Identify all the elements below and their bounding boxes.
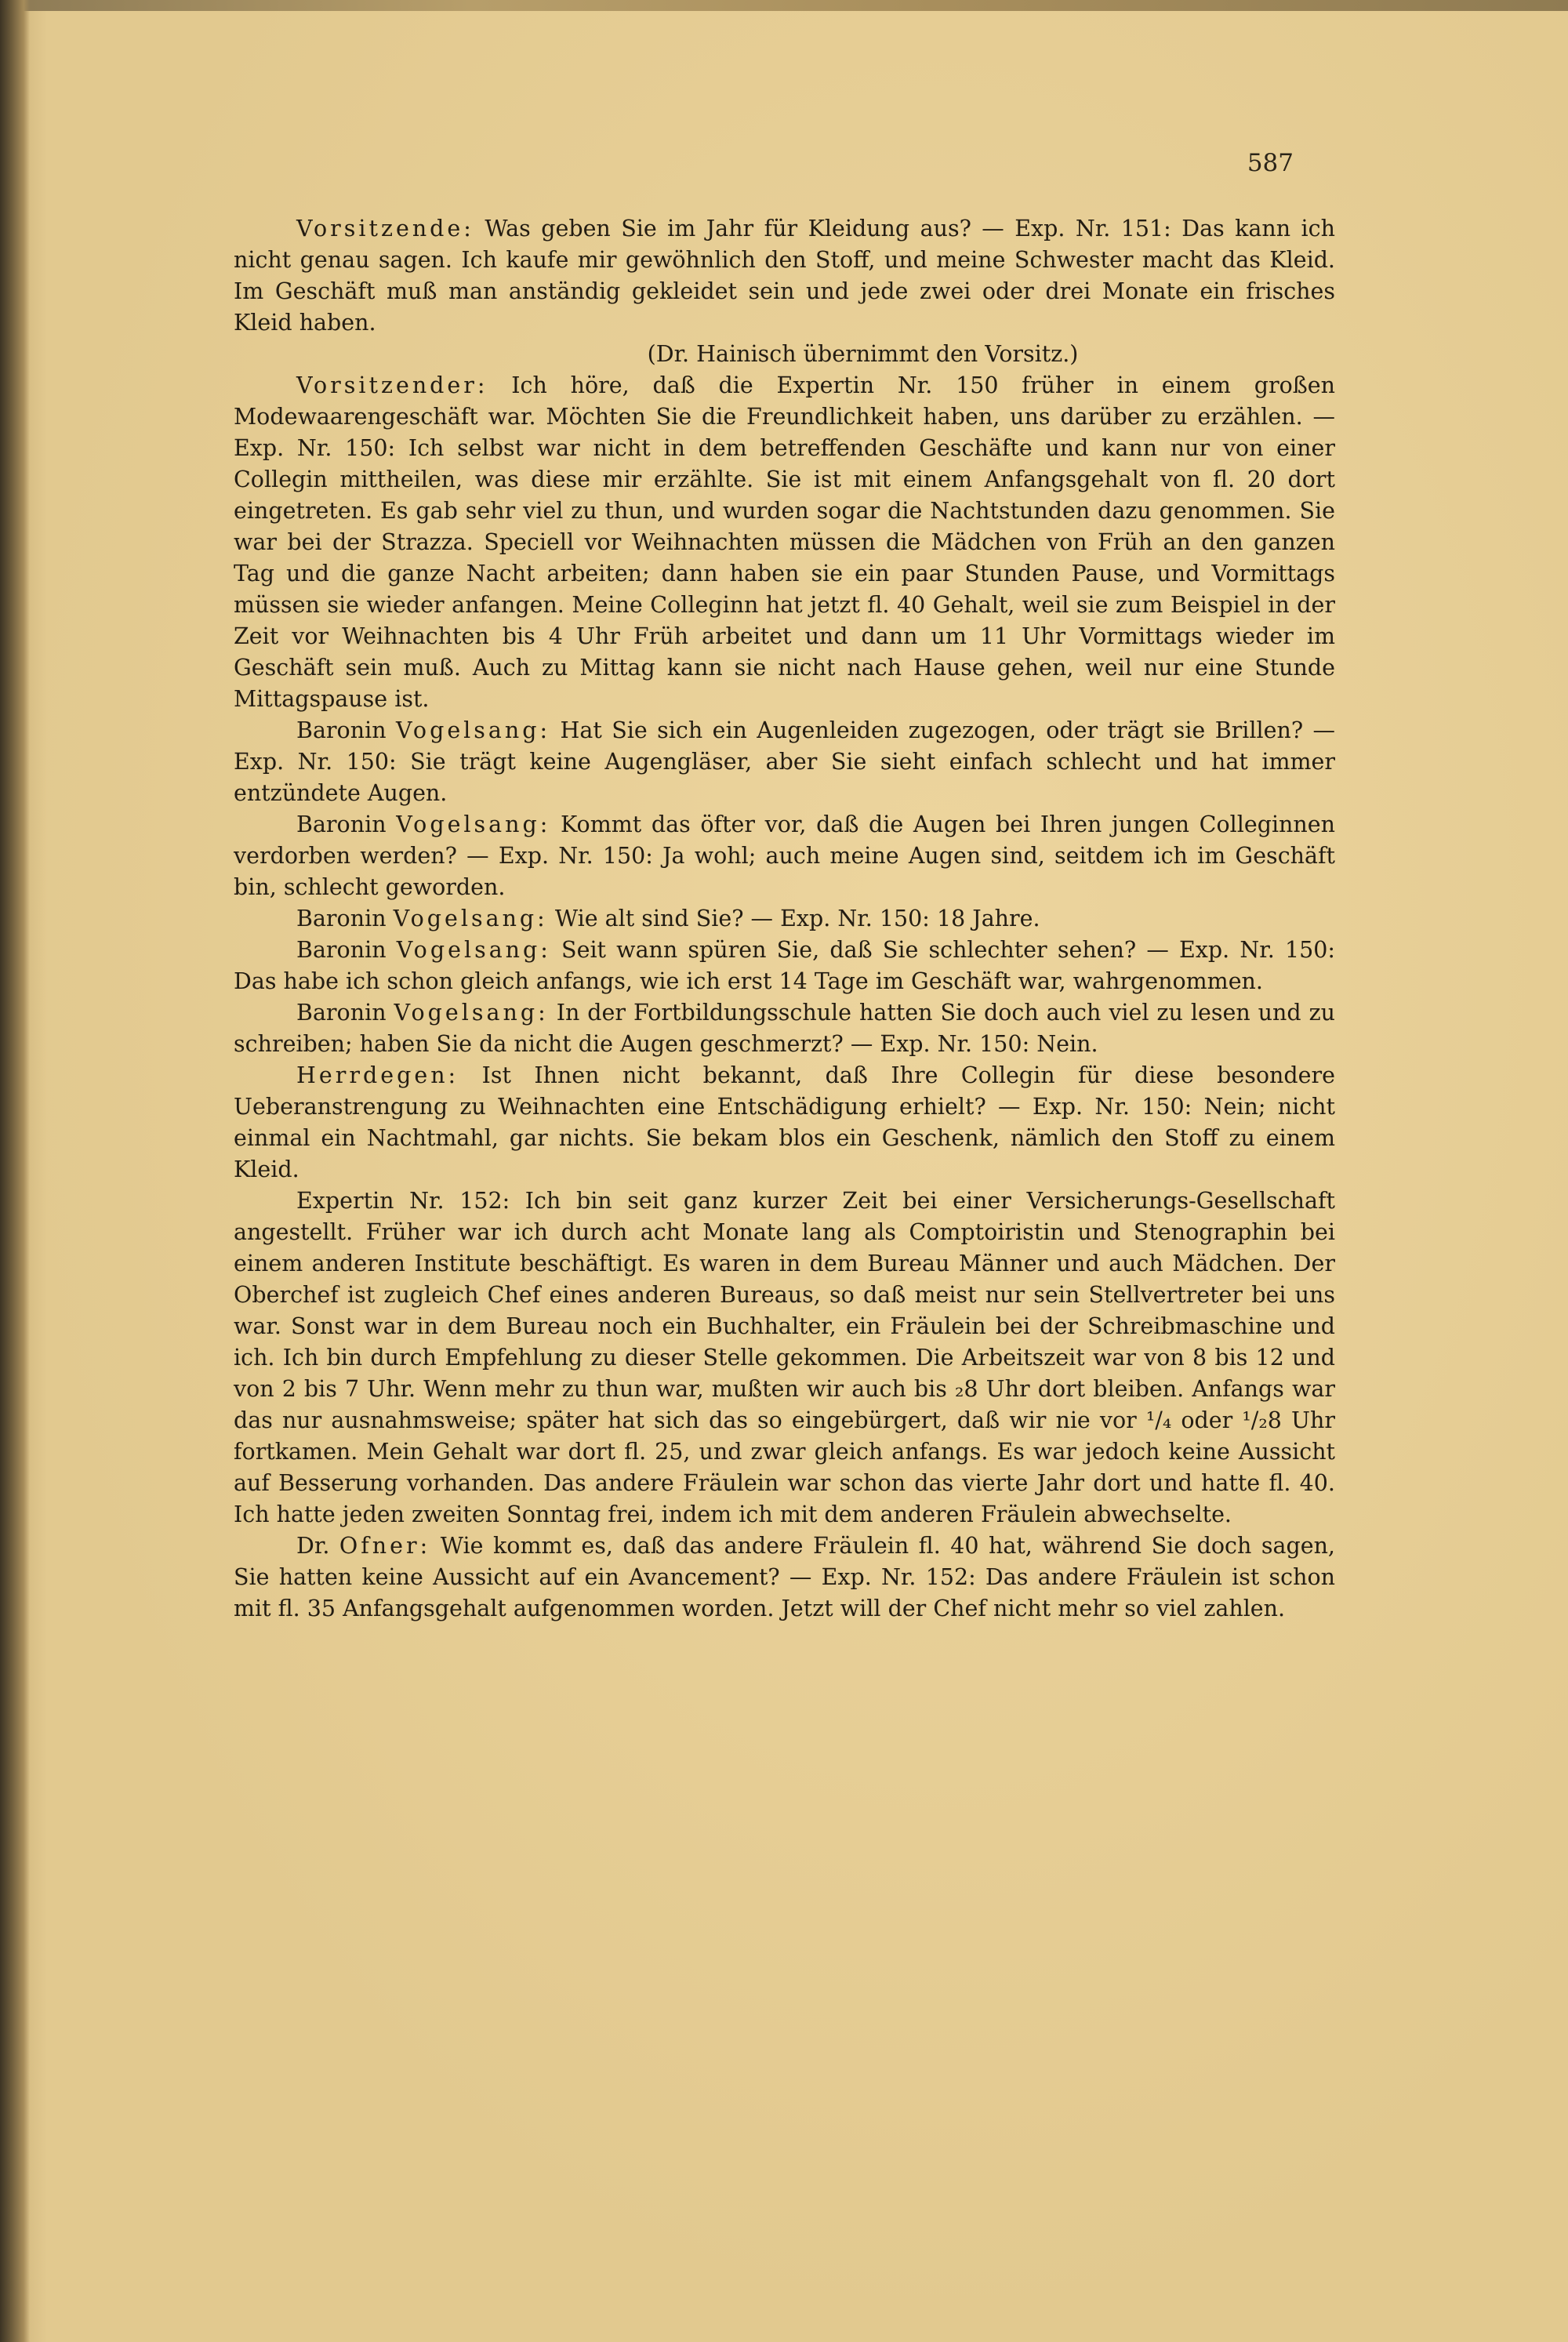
speaker-title: Dr. (296, 1533, 339, 1559)
speaker-title: Baronin (296, 717, 396, 743)
paragraph-text: Kommt das öfter vor, daß die Augen bei Ihren jungen Colleginnen verdorben werden? — Exp. Nr. 150: Ja wohl; auch meine Augen sind, seitdem ich im Geschäft bin, schlecht geworden. (234, 812, 1335, 900)
paragraph-vogelsang-2 (234, 809, 1335, 903)
speaker-title: Baronin (296, 812, 397, 837)
paragraph-text: Wie alt sind Sie? — Exp. Nr. 150: 18 Jahre. (547, 906, 1040, 931)
speaker-name: Vogelsang: (395, 717, 551, 743)
paragraph-text: Seit wann spüren Sie, daß Sie schlechter sehen? — Exp. Nr. 150: Das habe ich schon gleich anfangs, wie ich erst 14 Tage im Geschäft war, wahrgenommen. (234, 937, 1335, 994)
paragraph-herrdegen (234, 1060, 1335, 1186)
paragraph-text: Was geben Sie im Jahr für Kleidung aus? — Exp. Nr. 151: Das kann ich nicht genau sagen. Ich kaufe mir gewöhnlich den Stoff, und meine Schwester macht das Kleid. Im Geschäft muß man anständig gekleidet sein und jede zwei oder drei Monate ein frisches Kleid haben. (234, 216, 1335, 336)
speaker-name: Ofner: (339, 1533, 431, 1559)
speaker-name: Vogelsang: (394, 1000, 549, 1026)
page-binding-edge (0, 0, 30, 2342)
speaker-name: Vogelsang: (396, 937, 551, 963)
page-top-edge (0, 0, 1568, 11)
paragraph-vogelsang-5 (234, 997, 1335, 1060)
speaker-name: Vorsitzender: (296, 372, 488, 398)
speaker-title: Baronin (296, 1000, 394, 1026)
paragraph-text: Ich höre, daß die Expertin Nr. 150 früher in einem großen Modewaarengeschäft war. Möchten Sie die Freundlichkeit haben, uns darüber zu erzählen. — Exp. Nr. 150: Ich selbst war nicht in dem betreffenden Geschäfte und kann nur von einer Collegin mittheilen, was diese mir erzählte. Sie ist mit einem Anfangsgehalt von fl. 20 dort eingetreten. Es gab sehr viel zu thun, und wurden sogar die Nachtstunden dazu genommen. Sie war bei der Strazza. Speciell vor Weihnachten müssen die Mädchen von Früh an den ganzen Tag und die ganze Nacht arbeiten; dann haben sie ein paar Stunden Pause, und Vormittags müssen sie wieder anfangen. Meine Colleginn hat jetzt fl. 40 Gehalt, weil sie zum Beispiel in der Zeit vor Weihnachten bis 4 Uhr Früh arbeitet und dann um 11 Uhr Vormittags wieder im Geschäft sein muß. Auch zu Mittag kann sie nicht nach Hause gehen, weil nur eine Stunde Mittagspause ist. (234, 372, 1335, 712)
paragraph-text: In der Fortbildungsschule hatten Sie doch auch viel zu lesen und zu schreiben; haben Sie da nicht die Augen geschmerzt? — Exp. Nr. 150: Nein. (234, 1000, 1335, 1057)
paragraph-text: Ist Ihnen nicht bekannt, daß Ihre Collegin für diese besondere Ueberanstrengung zu Weihnachten eine Entschädigung erhielt? — Exp. Nr. 150: Nein; nicht einmal ein Nachtmahl, gar nichts. Sie bekam blos ein Geschenk, nämlich den Stoff zu einem Kleid. (234, 1062, 1335, 1182)
paragraph-vogelsang-4 (234, 935, 1335, 997)
speaker-name: Vogelsang: (396, 812, 551, 837)
paragraph-vorsitzende (234, 213, 1335, 339)
body-text (234, 213, 1335, 1625)
speaker-title: Baronin (296, 937, 397, 963)
paragraph-vogelsang-3 (234, 903, 1335, 935)
paragraph-vogelsang-1 (234, 715, 1335, 809)
paragraph-expertin-152: Expertin Nr. 152: Ich bin seit ganz kurzer Zeit bei einer Versicherungs-Gesellschaft angestellt. Früher war ich durch acht Monate lang als Comptoiristin und Stenographin bei einem anderen Institute beschäftigt. Es waren in dem Bureau Männer und auch Mädchen. Der Oberchef ist zugleich Chef eines anderen Bureaus, so daß meist nur sein Stellvertreter bei uns war. Sonst war in dem Bureau noch ein Buchhalter, ein Fräulein bei der Schreibmaschine und ich. Ich bin durch Empfehlung zu dieser Stelle gekommen. Die Arbeitszeit war von 8 bis 12 und von 2 bis 7 Uhr. Wenn mehr zu thun war, mußten wir auch bis ₂8 Uhr dort bleiben. Anfangs war das nur ausnahmsweise; später hat sich das so eingebürgert, daß wir nie vor ¹/₄ oder ¹/₂8 Uhr fortkamen. Mein Gehalt war dort fl. 25, und zwar gleich anfangs. Es war jedoch keine Aussicht auf Besserung vorhanden. Das andere Fräulein war schon das vierte Jahr dort und hatte fl. 40. Ich hatte jeden zweiten Sonntag frei, indem ich mit dem anderen Fräulein abwechselte. (234, 1188, 1335, 1527)
speaker-name: Herrdegen: (296, 1062, 459, 1088)
speaker-title: Baronin (296, 906, 394, 931)
paragraph-ofner (234, 1530, 1335, 1625)
speaker-name: Vorsitzende: (296, 216, 474, 241)
page-number: 587 (1247, 149, 1294, 177)
paragraph-text: Hat Sie sich ein Augenleiden zugezogen, oder trägt sie Brillen? — Exp. Nr. 150: Sie trägt keine Augengläser, aber Sie sieht einfach schlecht und hat immer entzündete Augen. (234, 717, 1336, 806)
paragraph-text: Wie kommt es, daß das andere Fräulein fl. 40 hat, während Sie doch sagen, Sie hatten keine Aussicht auf ein Avancement? — Exp. Nr. 152: Das andere Fräulein ist schon mit fl. 35 Anfangsgehalt aufgenommen worden. Jetzt will der Chef nicht mehr so viel zahlen. (234, 1533, 1335, 1621)
chair-change-note: (Dr. Hainisch übernimmt den Vorsitz.) (647, 341, 1079, 367)
paragraph-vorsitzender (234, 370, 1335, 715)
speaker-name: Vogelsang: (393, 906, 548, 931)
